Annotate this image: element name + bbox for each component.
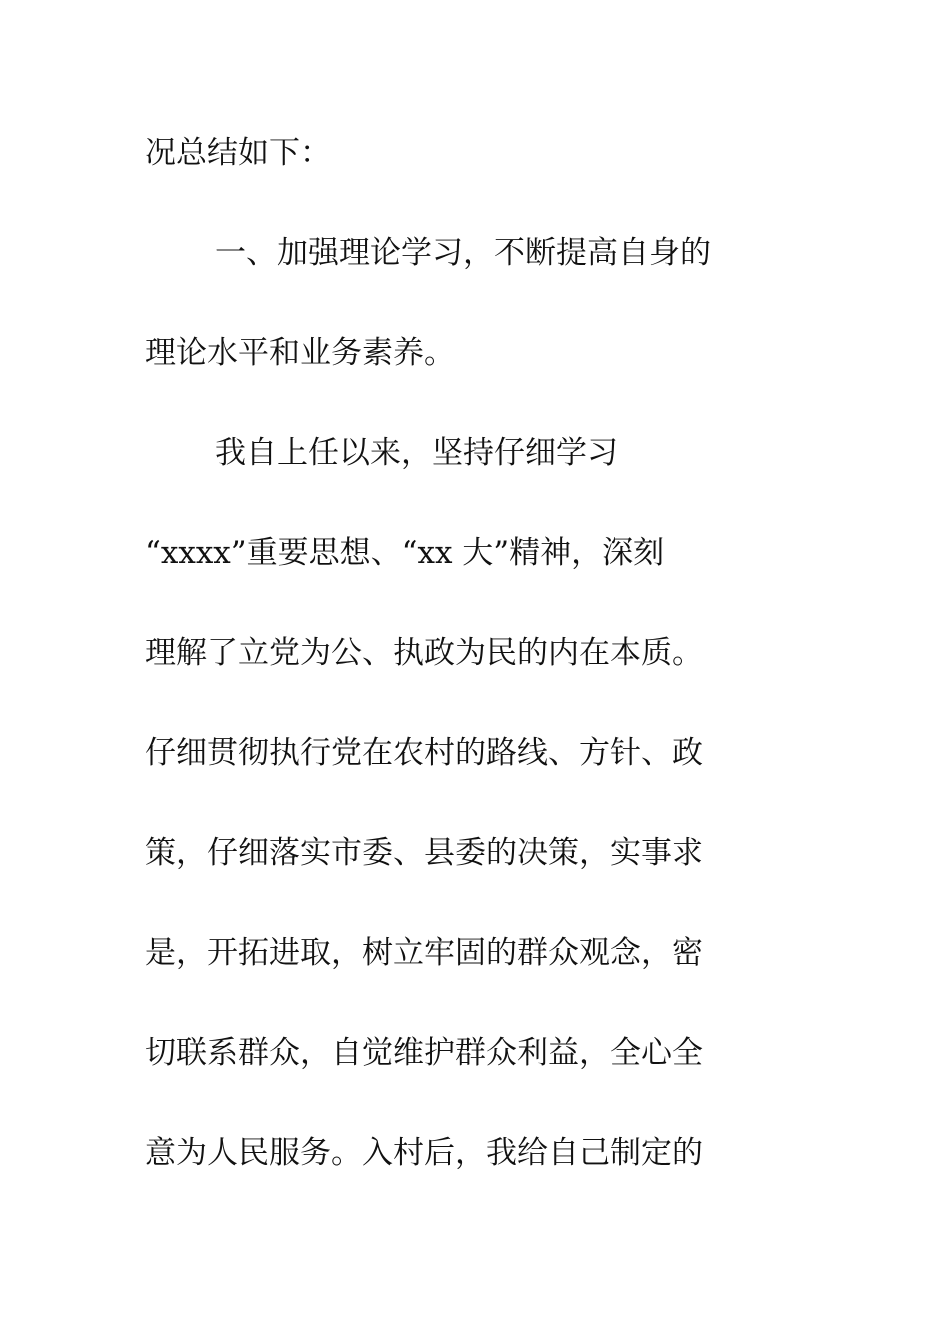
paragraph-start: 我自上任以来，坚持仔细学习	[215, 435, 618, 471]
section-heading-1: 一、加强理论学习，不断提高自身的	[215, 235, 711, 271]
text-line-10: 切联系群众，自觉维护群众利益，全心全	[145, 1035, 703, 1071]
text-line-3: 理论水平和业务素养。	[145, 335, 455, 371]
text-line-6: 理解了立党为公、执政为民的内在本质。	[145, 635, 703, 671]
text-line-7: 仔细贯彻执行党在农村的路线、方针、政	[145, 735, 703, 771]
text-line-11: 意为人民服务。入村后，我给自己制定的	[145, 1135, 703, 1171]
text-line-1: 况总结如下：	[145, 135, 331, 171]
text-line-5: “xxxx”重要思想、“xx 大”精神，深刻	[145, 535, 665, 571]
text-line-9: 是，开拓进取，树立牢固的群众观念，密	[145, 935, 703, 971]
text-line-8: 策，仔细落实市委、县委的决策，实事求	[145, 835, 703, 871]
